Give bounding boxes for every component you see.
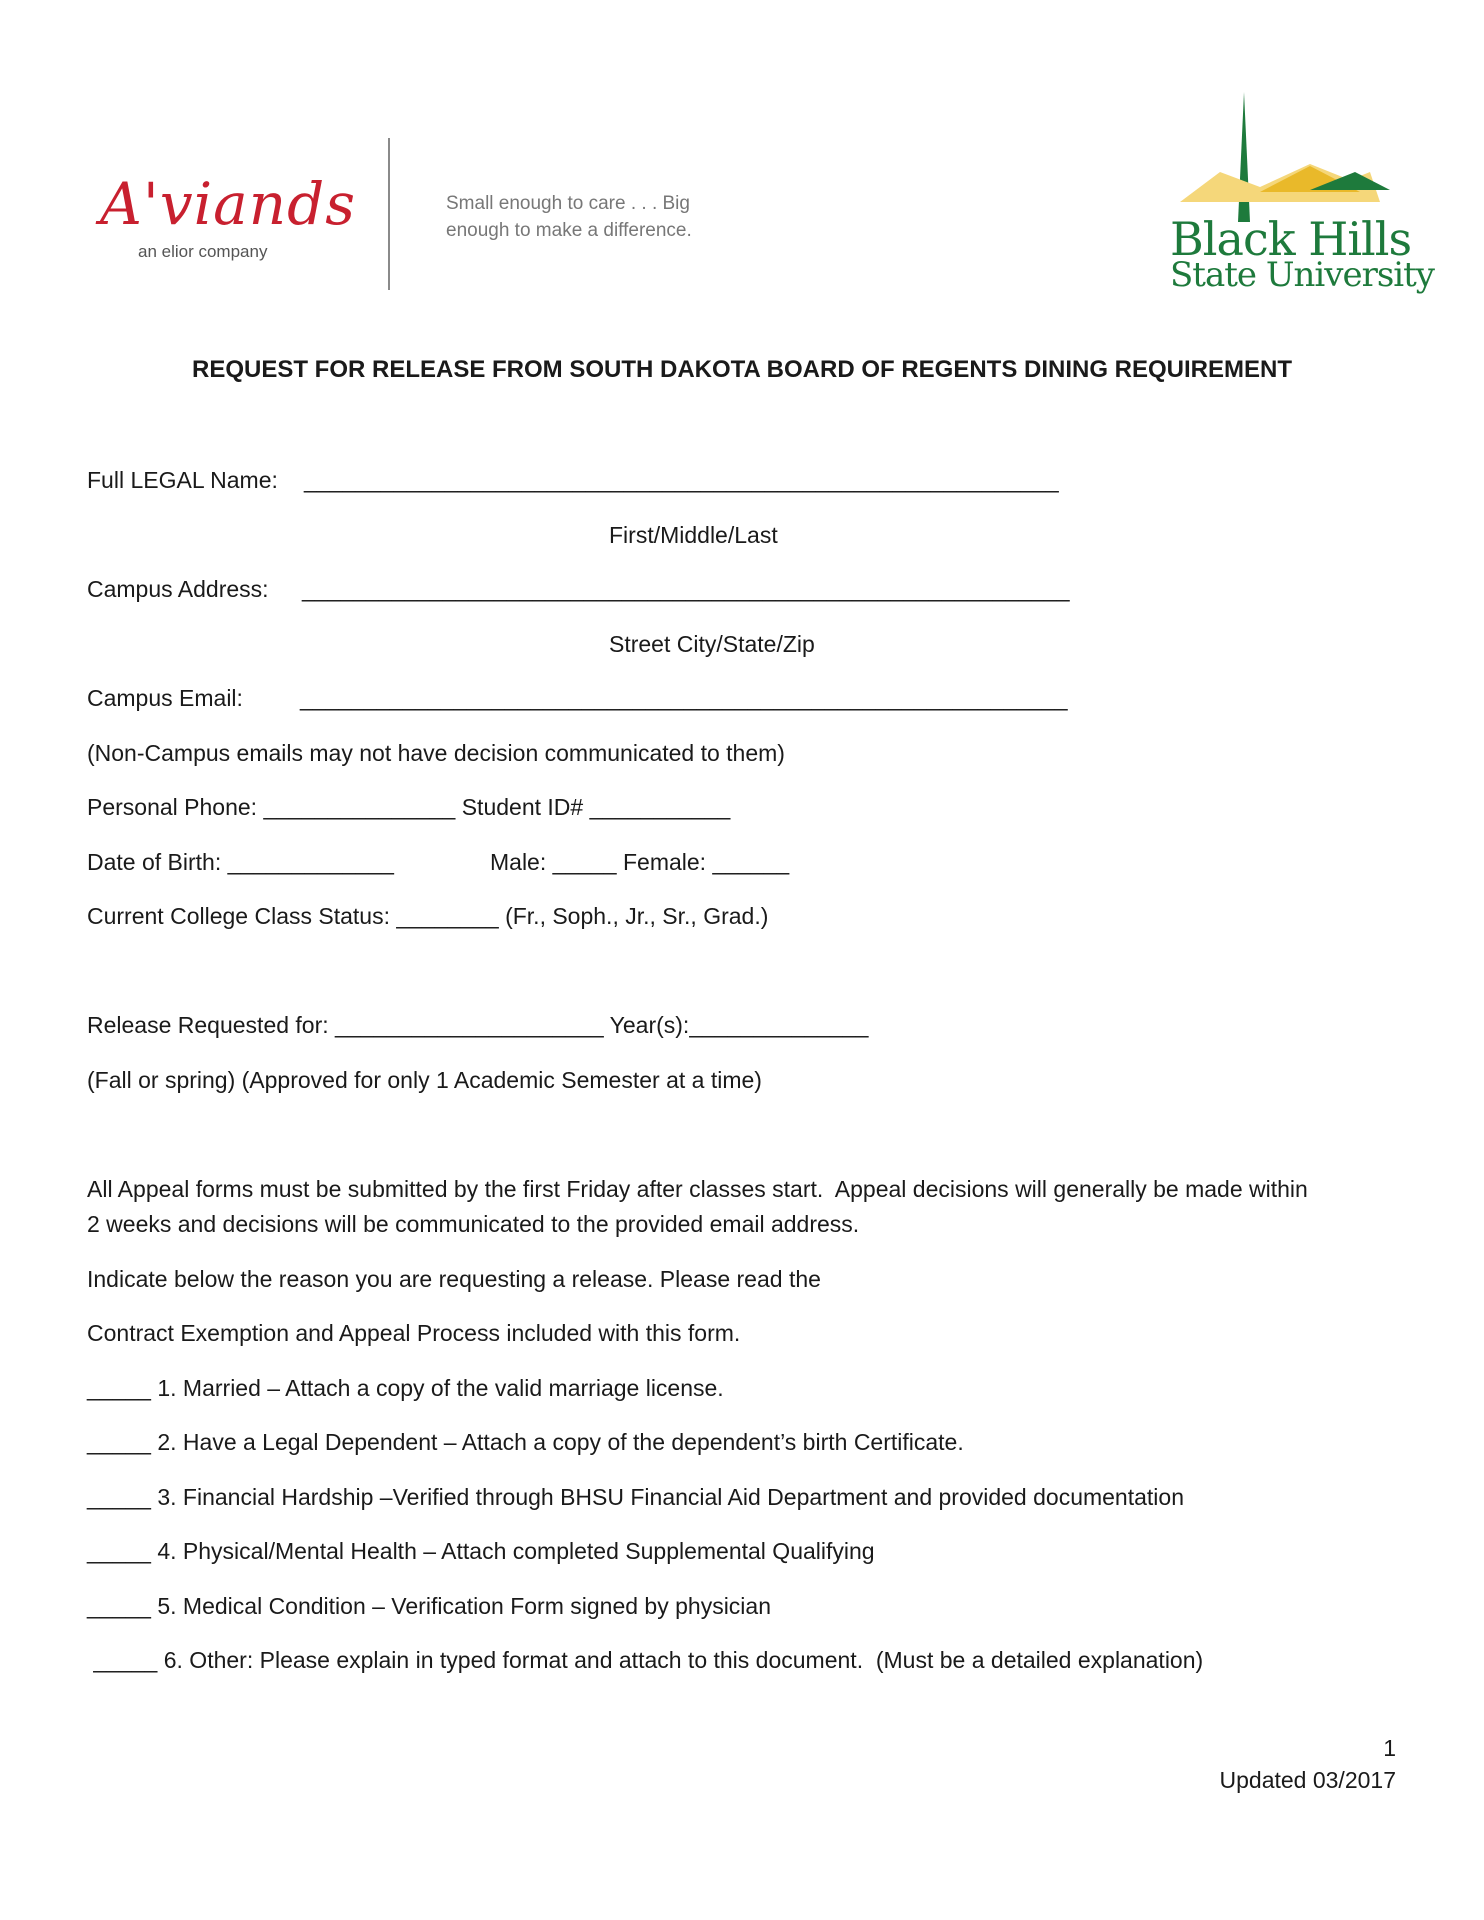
campus-address-field[interactable]: ____________________________________________________________ — [302, 576, 1070, 602]
campus-email-label: Campus Email: — [87, 685, 243, 711]
bhsu-name-line-1: Black Hills — [1170, 212, 1412, 266]
reason-item-other[interactable]: _____ 6. Other: Please explain in typed format and attach to this document. (Must be a detailed explanation) — [87, 1647, 1204, 1673]
campus-address-hint: Street City/State/Zip — [609, 631, 815, 657]
reason-item-financial-hardship[interactable]: _____ 3. Financial Hardship –Verified through BHSU Financial Aid Department and provided documentation — [87, 1484, 1184, 1510]
legal-name-label: Full LEGAL Name: — [87, 467, 278, 493]
phone-student-id-row[interactable]: Personal Phone: _______________ Student ID# ___________ — [87, 794, 731, 820]
instructions-para-2: Indicate below the reason you are requesting a release. Please read the — [87, 1266, 821, 1292]
reason-item-physical-mental-health[interactable]: _____ 4. Physical/Mental Health – Attach completed Supplemental Qualifying — [87, 1538, 875, 1564]
gender-field[interactable]: Male: _____ Female: ______ — [490, 849, 790, 875]
aviands-logo — [100, 170, 360, 270]
aviands-subtitle: an elior company — [138, 242, 268, 261]
instructions-para-1-line-2: 2 weeks and decisions will be communicated to the provided email address. — [87, 1211, 860, 1237]
release-requested-field[interactable]: Release Requested for: _____________________ Year(s):______________ — [87, 1012, 869, 1038]
reason-item-legal-dependent[interactable]: _____ 2. Have a Legal Dependent – Attach a copy of the dependent’s birth Certificate. — [87, 1429, 964, 1455]
tagline-line-2: enough to make a difference. — [446, 220, 692, 241]
bhsu-spire-icon — [1160, 92, 1400, 222]
reason-item-married[interactable]: _____ 1. Married – Attach a copy of the valid marriage license. — [87, 1375, 724, 1401]
tagline-line-1: Small enough to care . . . Big — [446, 193, 690, 214]
campus-address-label: Campus Address: — [87, 576, 269, 602]
email-note: (Non-Campus emails may not have decision communicated to them) — [87, 740, 785, 766]
campus-email-field[interactable]: ____________________________________________________________ — [300, 685, 1068, 711]
bhsu-name-line-2: State University — [1170, 255, 1435, 295]
legal-name-hint: First/Middle/Last — [609, 522, 778, 548]
aviands-wordmark: A'viands — [100, 170, 356, 238]
class-status-field[interactable]: Current College Class Status: ________ (Fr., Soph., Jr., Sr., Grad.) — [87, 903, 769, 929]
bhsu-logo — [1160, 92, 1435, 302]
updated-date: Updated 03/2017 — [1219, 1767, 1396, 1793]
page-number: 1 — [1383, 1735, 1396, 1761]
legal-name-field[interactable]: ___________________________________________________________ — [304, 467, 1059, 493]
reason-item-medical-condition[interactable]: _____ 5. Medical Condition – Verification Form signed by physician — [87, 1593, 771, 1619]
aviands-tagline — [446, 190, 692, 244]
form-title: REQUEST FOR RELEASE FROM SOUTH DAKOTA BOARD OF REGENTS DINING REQUIREMENT — [191, 356, 1293, 383]
date-of-birth-field[interactable]: Date of Birth: _____________ — [87, 849, 394, 875]
instructions-para-3: Contract Exemption and Appeal Process included with this form. — [87, 1320, 741, 1346]
header-divider — [388, 138, 390, 290]
release-note: (Fall or spring) (Approved for only 1 Academic Semester at a time) — [87, 1067, 762, 1093]
instructions-para-1-line-1: All Appeal forms must be submitted by the first Friday after classes start. Appeal decisions will generally be made within — [87, 1176, 1308, 1202]
